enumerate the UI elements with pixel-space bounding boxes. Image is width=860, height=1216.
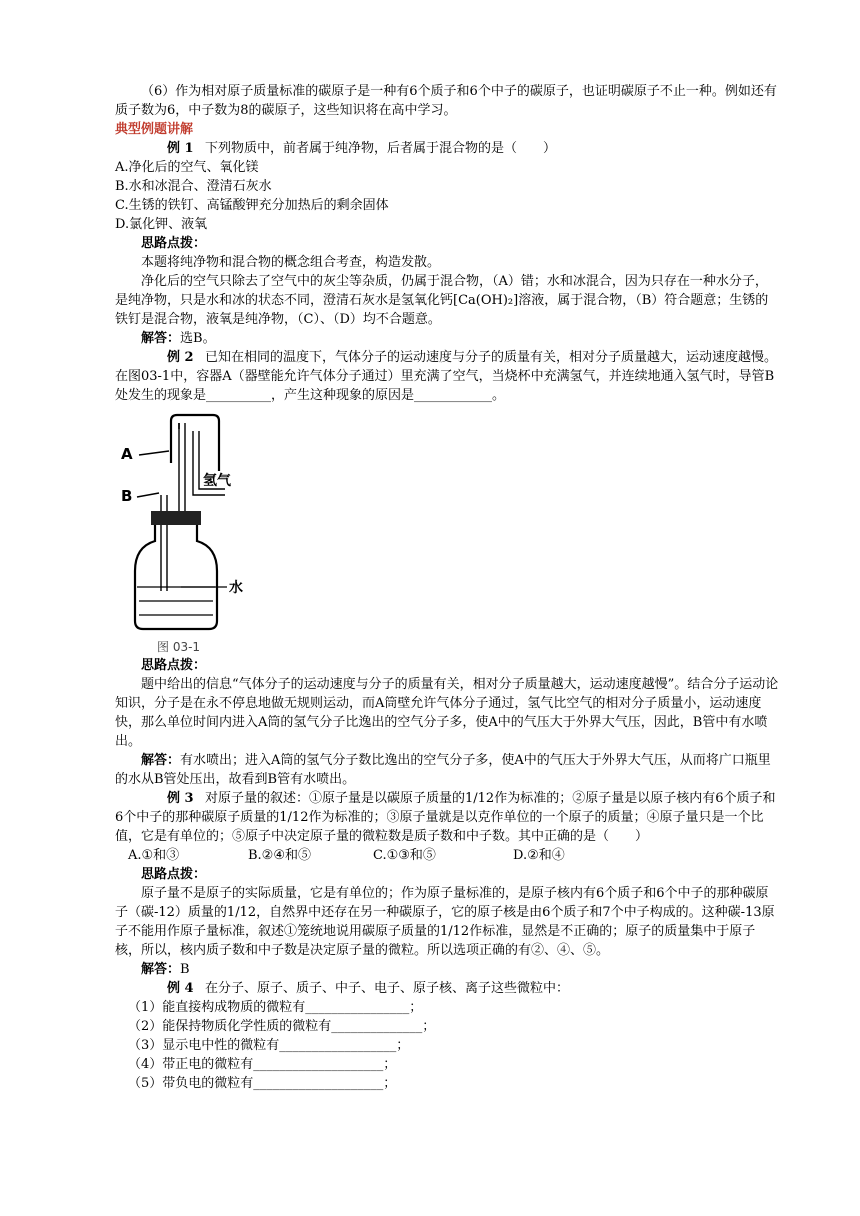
example-3-answer [115, 960, 780, 979]
label-a: A [121, 445, 133, 463]
example-2-hint-label: 思路点拨： [141, 658, 207, 673]
water-level [137, 587, 215, 615]
label-b: B [121, 487, 133, 505]
example-3-options [115, 846, 780, 865]
example-3-answer-text: B [180, 962, 190, 977]
label-hydrogen: 氢气 [203, 473, 231, 489]
example-3-hint: 原子量不是原子的实际质量，它是有单位的；作为原子量标准的，是原子核内有6个质子和6个中子的那种碳原子（碳-12）质量的1/12，自然界中还存在另一种碳原子，它的原子核是由6个质子和7个中子构成的。这种碳-13原子不能用作原子量标准，叙述①笼统地说用碳原子质量的1/12作标准，显然是不正确的；原子的质量集中于原子核，所以，核内质子数和中子数是决定原子量的微粒。所以选项正确的有②、④、⑤。 [115, 886, 775, 958]
example-3-question [115, 789, 780, 846]
example-3-option-a: A.①和③ [128, 848, 180, 863]
example-4-item-3: （3）显示电中性的微粒有__________________； [128, 1038, 410, 1053]
example-2-label: 例 2 [167, 350, 194, 365]
example-2-answer-text: 有水喷出；进入A筒的氢气分子数比逸出的空气分子多，使A中的气压大于外界大气压，从而将广口瓶里的水从B管处压出，故看到B管有水喷出。 [115, 753, 771, 787]
glass-tube-b [161, 495, 167, 591]
example-1-hint-label: 思路点拨： [141, 236, 207, 251]
example-1-option-d: D.氯化钾、液氧 [115, 217, 208, 232]
glass-tube-a [179, 423, 185, 511]
example-4-item-5: （5）带负电的微粒有____________________； [128, 1076, 397, 1091]
example-3-hint-label: 思路点拨： [141, 867, 207, 882]
example-1-answer [115, 329, 780, 348]
example-4-item-4: （4）带正电的微粒有____________________； [128, 1057, 397, 1072]
section-title: 典型例题讲解 [115, 122, 194, 137]
figure-caption: 图 03-1 [157, 640, 201, 654]
example-1-question [115, 139, 780, 158]
example-1-hint-2: 净化后的空气只除去了空气中的灰尘等杂质，仍属于混合物，（A）错；水和冰混合，因为只存在一种水分子，是纯净物，只是水和冰的状态不同，澄清石灰水是氢氧化钙[Ca(OH)₂]溶液，属于混合物，（B）符合题意；生锈的铁钉是混合物，液氧是纯净物，（C）、（D）均不合题意。 [115, 274, 769, 327]
example-4-question [115, 979, 780, 998]
paragraph-6: （6）作为相对原子质量标准的碳原子是一种有6个质子和6个中子的碳原子，也证明碳原子不止一种。例如还有质子数为6，中子数为8的碳原子，这些知识将在高中学习。 [115, 84, 777, 118]
document-content [115, 82, 780, 1093]
example-3-option-c: C.①③和⑤ [373, 848, 436, 863]
figure-03-1 [121, 411, 243, 656]
example-1-option-c: C.生锈的铁钉、高锰酸钾充分加热后的剩余固体 [115, 198, 389, 213]
example-1-answer-text: 选B。 [180, 331, 216, 346]
example-4-text: 在分子、原子、质子、中子、电子、原子核、离子这些微粒中： [205, 981, 570, 996]
apparatus-diagram [121, 411, 241, 656]
label-water: 水 [229, 580, 243, 596]
example-2-answer [115, 751, 780, 789]
example-2-text: 已知在相同的温度下，气体分子的运动速度与分子的质量有关，相对分子质量越大，运动速度越慢。在图03-1中，容器A（器壁能允许气体分子通过）里充满了空气，当烧杯中充满氢气，并连续地通入氢气时，导管B处发生的现象是__________，产生这种现象的原因是____________。 [115, 350, 778, 403]
example-4-item-1: （1）能直接构成物质的微粒有________________； [128, 1000, 423, 1015]
example-4-item-2: （2）能保持物质化学性质的微粒有______________； [128, 1019, 436, 1034]
example-3-text: 对原子量的叙述：①原子量是以碳原子质量的1/12作为标准的；②原子量是以原子核内有6个质子和6个中子的那种碳原子质量的1/12作为标准的；③原子量就是以克作单位的一个原子的质量；④原子量只是一个比值，它是有单位的；⑤原子中决定原子量的微粒数是质子数和中子数。其中正确的是（ ） [115, 791, 776, 844]
porous-cup-a [171, 415, 219, 471]
example-2-hint: 题中给出的信息“气体分子的运动速度与分子的质量有关，相对分子质量越大，运动速度越慢”。结合分子运动论知识，分子是在永不停息地做无规则运动，而A筒壁允许气体分子通过，氢气比空气的相对分子质量小，运动速度快，那么单位时间内进入A筒的氢气分子比逸出的空气分子多，使A中的气压大于外界大气压，因此，B管中有水喷出。 [115, 677, 779, 749]
example-2-answer-label: 解答： [141, 753, 181, 768]
example-1-option-a: A.净化后的空气、氧化镁 [115, 160, 259, 175]
example-1-hint-1: 本题将纯净物和混合物的概念组合考查，构造发散。 [141, 255, 441, 270]
example-1-label: 例 1 [167, 141, 194, 156]
example-2-question [115, 348, 780, 405]
example-3-label: 例 3 [167, 791, 194, 806]
example-1-answer-label: 解答： [141, 331, 181, 346]
example-1-option-b: B.水和冰混合、澄清石灰水 [115, 179, 272, 194]
example-3-option-d: D.②和④ [513, 848, 565, 863]
example-3-answer-label: 解答： [141, 962, 181, 977]
rubber-stopper [151, 511, 201, 525]
example-4-label: 例 4 [167, 981, 194, 996]
example-3-option-b: B.②④和⑤ [248, 848, 311, 863]
wide-mouth-bottle [135, 525, 217, 629]
example-1-text: 下列物质中，前者属于纯净物，后者属于混合物的是（ ） [205, 141, 557, 156]
